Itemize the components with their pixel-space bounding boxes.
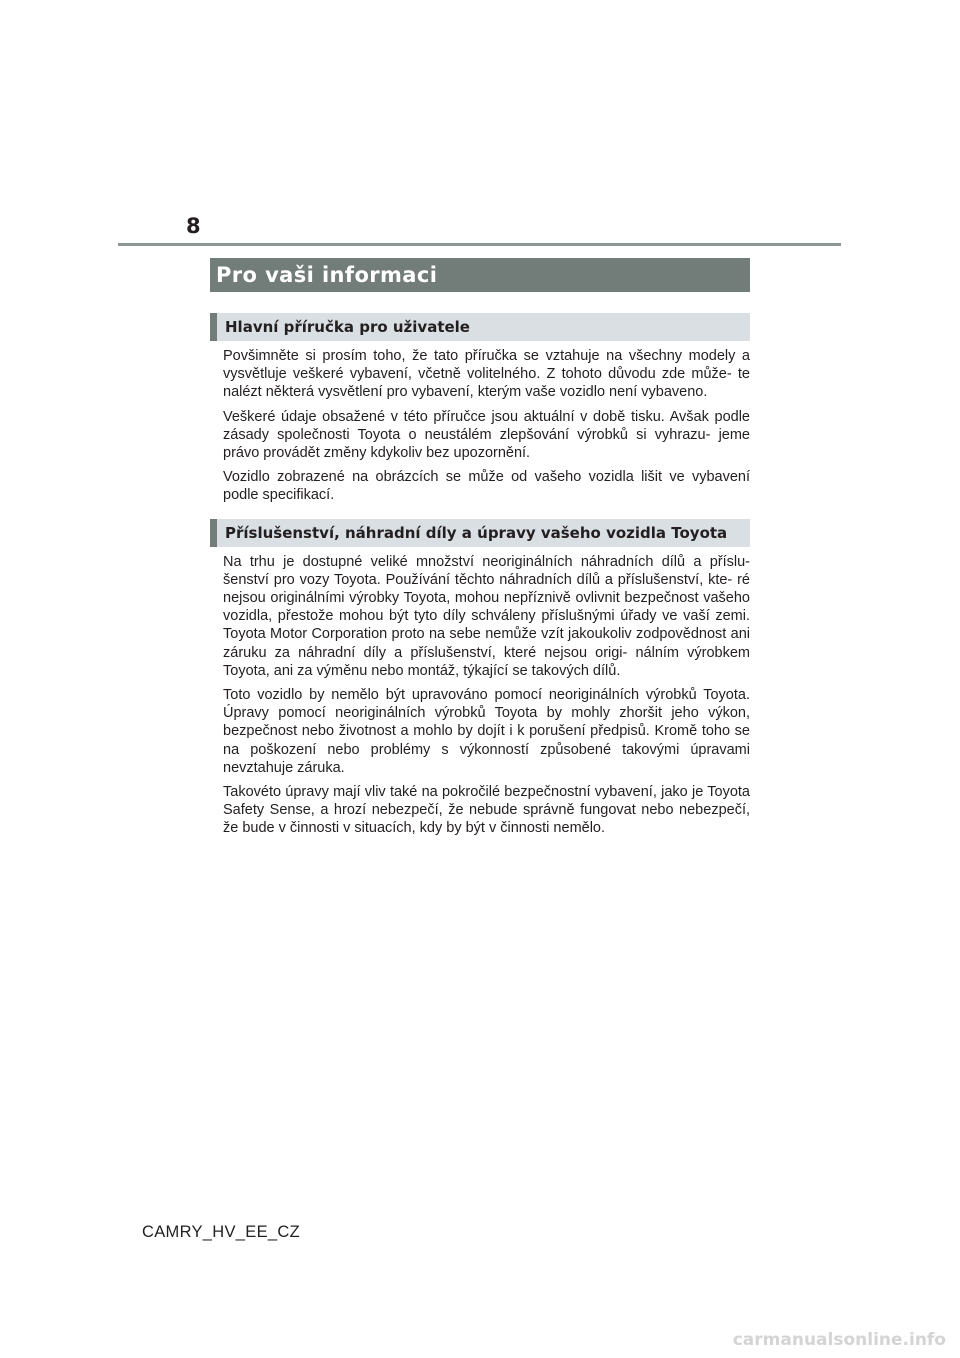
page-number: 8 bbox=[186, 214, 201, 238]
paragraph: Takovéto úpravy mají vliv také na pokročilé bezpečnostní vybavení, jako je Toyota Safety Sense, a hrozí nebezpečí, že nebude správně fungovat nebo nebezpečí, že bude v činnosti v situacích, kdy by být v činnosti nemělo. bbox=[223, 784, 750, 837]
subsection-title-accessories: Příslušenství, náhradní díly a úpravy vašeho vozidla Toyota bbox=[210, 519, 750, 547]
paragraph: Toto vozidlo by nemělo být upravováno pomocí neoriginálních výrobků Toyota. Úpravy pomocí neoriginálních výrobků Toyota by mohly zhoršit jeho výkon, bezpečnost nebo životnost a mohlo by dojít i k porušení předpisů. Kromě toho se na poškození nebo problémy s výkonností způsobené takovými úpravami nevztahuje záruka. bbox=[223, 687, 750, 776]
paragraph: Na trhu je dostupné veliké množství neoriginálních náhradních dílů a příslu- šenství pro vozy Toyota. Používání těchto náhradních dílů a příslušenství, kte- ré nejsou originálními výrobky Toyota, mohou nepříznivě ovlivnit bezpečnost vašeho vozidla, přestože mohou být tyto díly schváleny příslušnými úřady ve vaší zemi. Toyota Motor Corporation proto na sebe nemůže vzít jakoukoliv zodpovědnost ani záruku za náhradní díly a příslušenství, které nejsou origi- nálním výrobkem Toyota, ani za výměnu nebo montáž, týkající se takových dílů. bbox=[223, 553, 750, 679]
subsection-body-owners-manual bbox=[210, 347, 750, 505]
section-title: Pro vaši informaci bbox=[210, 258, 750, 292]
header-rule bbox=[118, 243, 841, 246]
subsection-title-owners-manual: Hlavní příručka pro uživatele bbox=[210, 313, 750, 341]
subsection-body-accessories bbox=[210, 553, 750, 838]
main-content bbox=[210, 258, 750, 838]
paragraph: Veškeré údaje obsažené v této příručce jsou aktuální v době tisku. Avšak podle zásady společnosti Toyota o neustálém zlepšování výrobků si vyhrazu- jeme právo provádět změny kdykoliv bez upozornění. bbox=[223, 408, 750, 462]
paragraph: Povšimněte si prosím toho, že tato příručka se vztahuje na všechny modely a vysvětluje veškeré vybavení, včetně volitelného. Z tohoto důvodu zde může- te nalézt některá vysvětlení pro vybavení, kterým vaše vozidlo není vybaveno. bbox=[223, 348, 750, 401]
paragraph: Vozidlo zobrazené na obrázcích se může od vašeho vozidla lišit ve vybavení podle specifikací. bbox=[223, 469, 750, 504]
footer-model-code: CAMRY_HV_EE_CZ bbox=[142, 1223, 300, 1241]
watermark: carmanualsonline.info bbox=[732, 1330, 946, 1350]
